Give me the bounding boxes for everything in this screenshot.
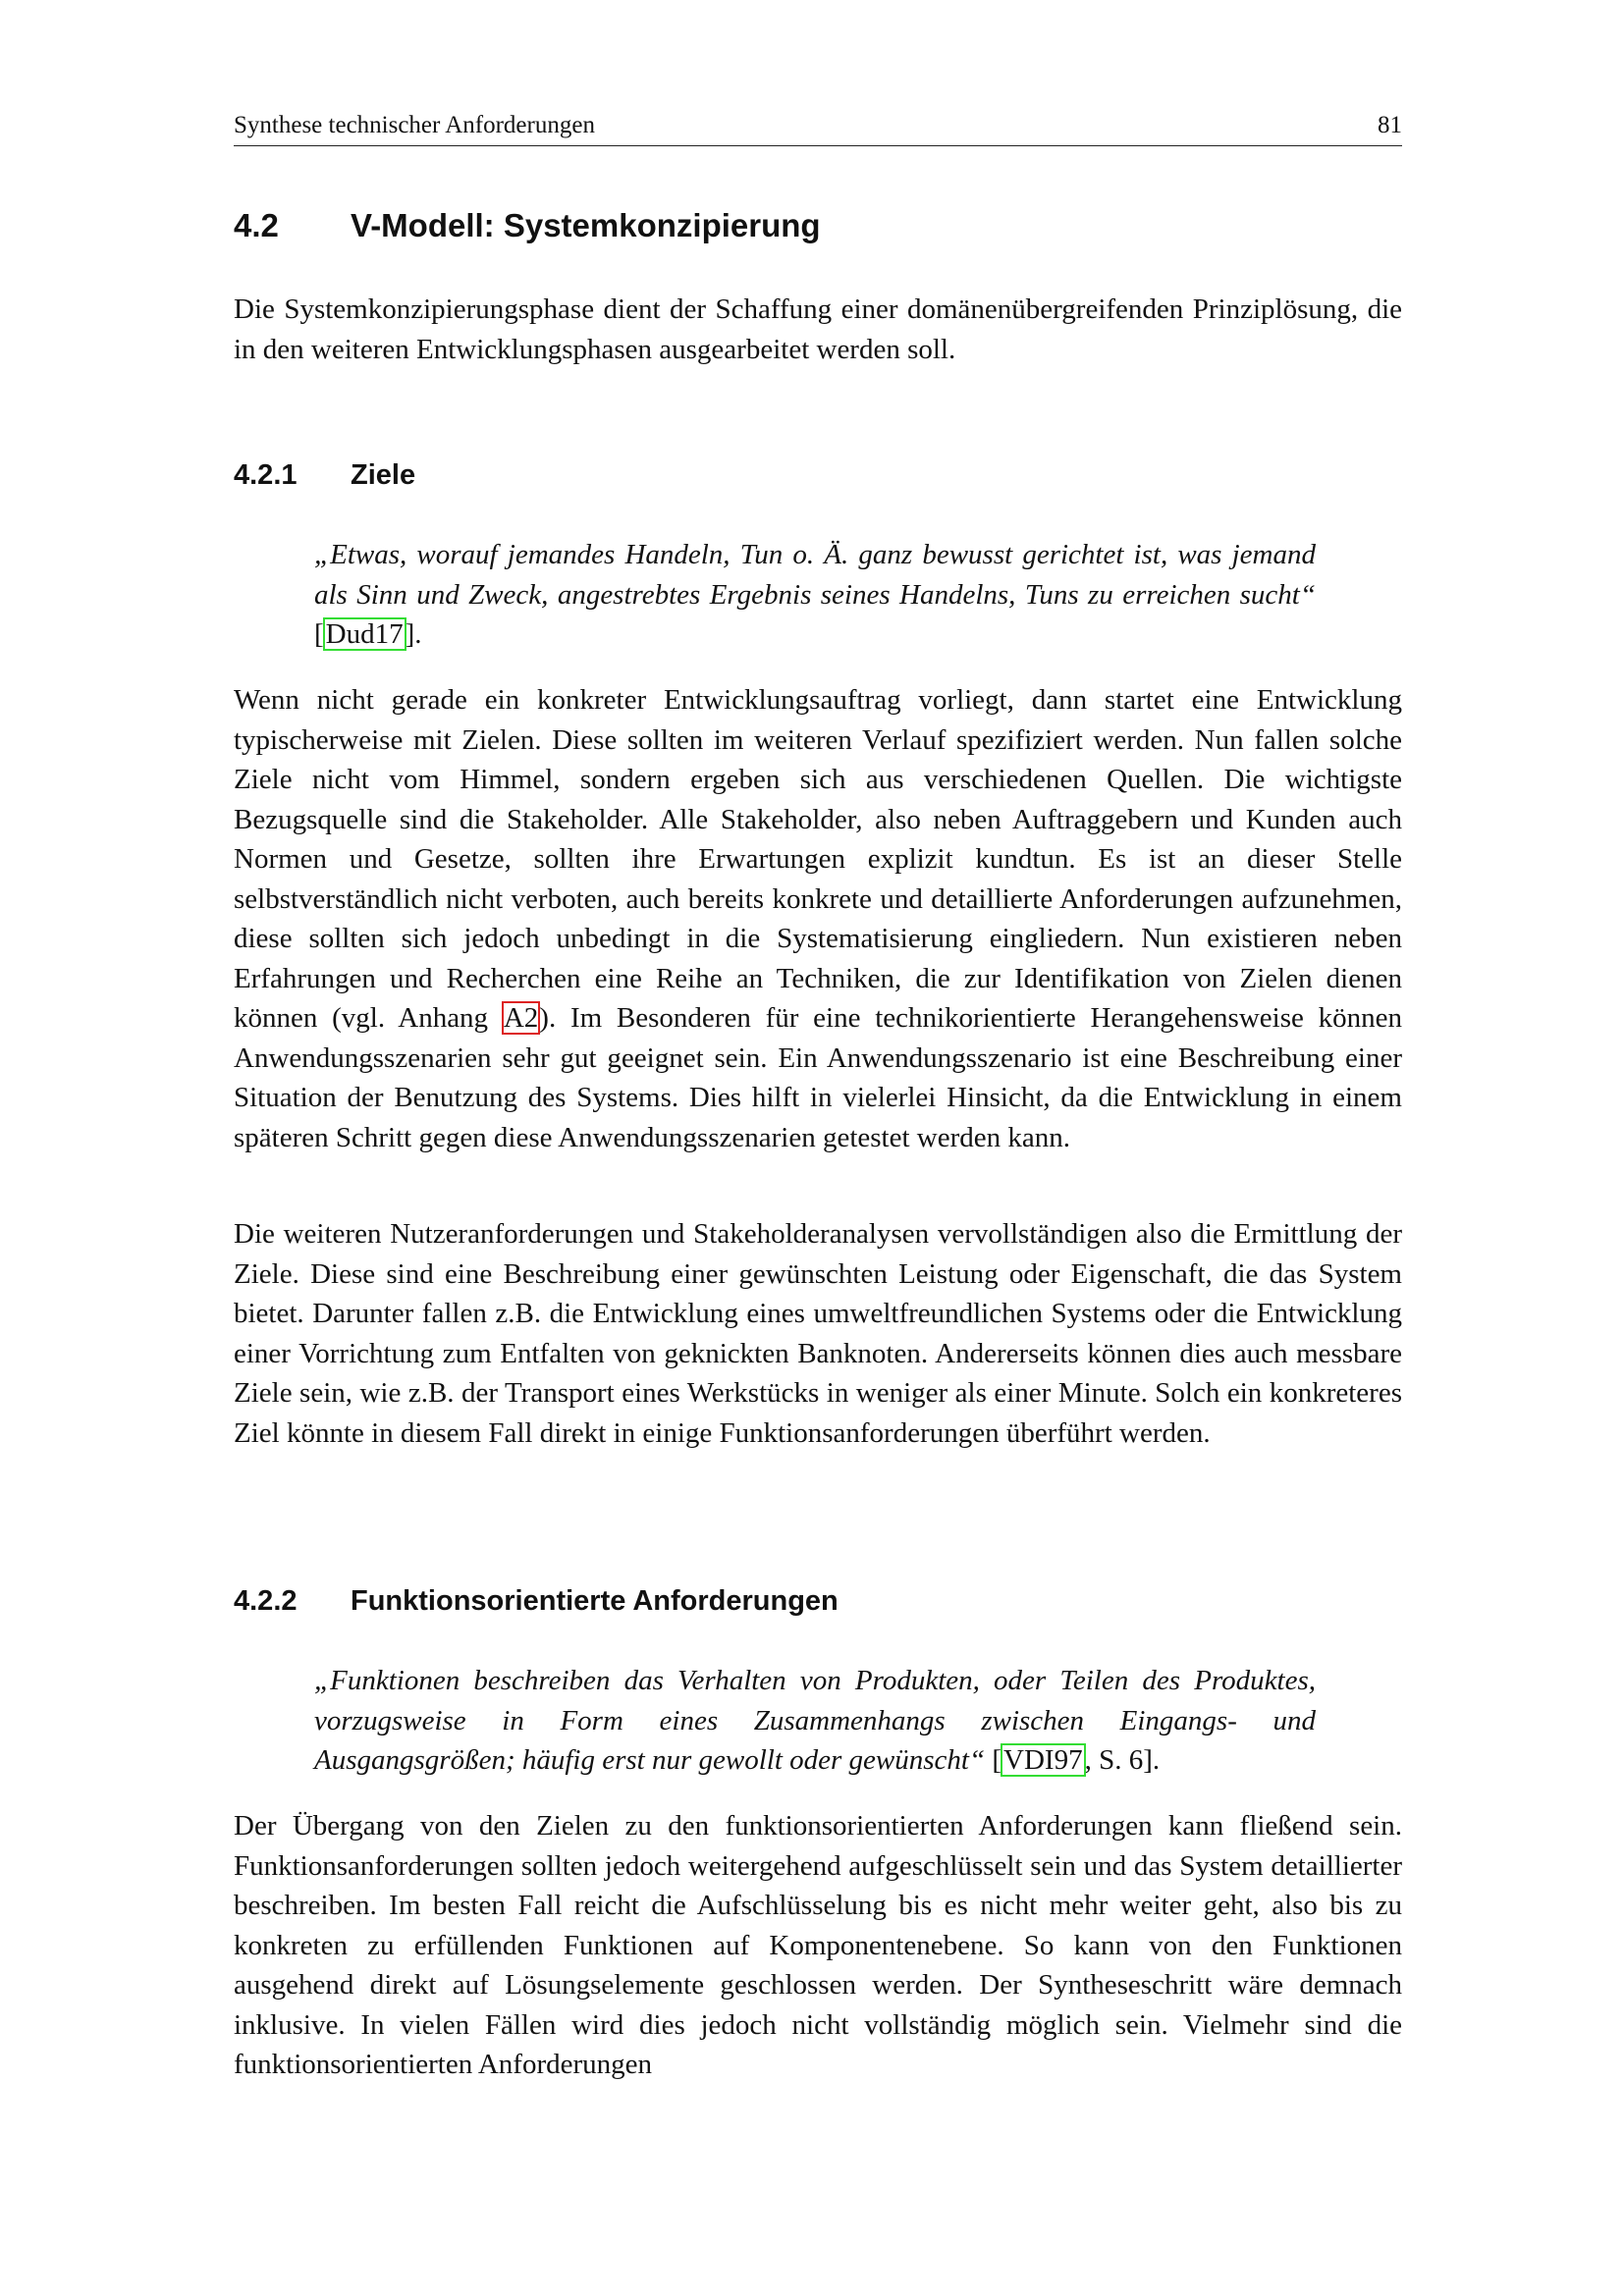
appendix-link-a2[interactable]: A2	[503, 1002, 539, 1034]
subsection-title: Ziele	[351, 459, 416, 491]
page-number: 81	[1378, 112, 1402, 138]
citation-link-vdi97[interactable]: VDI97	[1003, 1744, 1083, 1776]
header-rule	[234, 145, 1402, 146]
citation-page-suffix: , S. 6].	[1084, 1744, 1161, 1776]
quote-text: „Funktionen beschreiben das Verhalten von Produkten, oder Teilen des Produktes, vorzugsweise in Form eines Zusammenhangs zwischen Eingangs- und Ausgangsgrößen; häufig erst nur gewollt oder gewünscht“	[314, 1665, 1316, 1776]
quote-text: „Etwas, worauf jemandes Handeln, Tun o. Ä. ganz bewusst gerichtet ist, was jemand als Sinn und Zweck, angestrebtes Ergebnis seines Handelns, Tuns zu erreichen sucht“	[314, 539, 1316, 611]
funktionen-paragraph-1: Der Übergang von den Zielen zu den funktionsorientierten Anforderungen kann fließend sein. Funktionsanforderungen sollten jedoch weitergehend aufgeschlüsselt sein und das System detaillierter beschreiben. Im besten Fall reicht die Aufschlüsselung bis es nicht mehr weiter geht, also bis zu konkreten zu erfüllenden Funktionen auf Komponentenebene. So kann von den Funktionen ausgehend direkt auf Lösungselemente geschlossen werden. Der Syntheseschritt wäre demnach inklusive. In vielen Fällen wird dies jedoch nicht vollständig möglich sein. Vielmehr sind die funktionsorientierten Anforderungen	[234, 1810, 1402, 2080]
ziele-paragraph-1	[234, 680, 1402, 1157]
running-header	[234, 110, 1402, 141]
definition-quote-ziele: „Etwas, worauf jemandes Handeln, Tun o. Ä. ganz bewusst gerichtet ist, was jemand als Sinn und Zweck, angestrebtes Ergebnis seines Handelns, Tuns zu erreichen sucht“ [Dud17].	[314, 539, 1316, 650]
subsection-title: Funktionsorientierte Anforderungen	[351, 1585, 839, 1617]
ziele-paragraph-1-continuation: ). Im Besonderen für eine technikorientierte Herangehensweise können Anwendungsszenarien sehr gut geeignet sein. Ein Anwendungsszenario ist eine Beschreibung einer Situation der Benutzung des Systems. Dies hilft in vielerlei Hinsicht, da die Entwicklung in einem späteren Schritt gegen diese Anwendungsszenarien getestet werden kann.	[234, 1002, 1402, 1153]
subsection-number: 4.2.2	[234, 1585, 298, 1617]
ziele-paragraph-2: Die weiteren Nutzeranforderungen und Stakeholderanalysen vervollständigen also die Ermittlung der Ziele. Diese sind eine Beschreibung einer gewünschten Leistung oder Eigenschaft, die das System bietet. Darunter fallen z.B. die Entwicklung eines umweltfreundlichen Systems oder die Entwicklung einer Vorrichtung zum Entfalten von geknickten Banknoten. Andererseits können dies auch messbare Ziele sein, wie z.B. der Transport eines Werkstücks in weniger als einer Minute. Solch ein konkreteres Ziel könnte in diesem Fall direkt in einige Funktionsanforderungen überführt werden.	[234, 1218, 1402, 1449]
section-heading	[234, 206, 821, 245]
subsection-number: 4.2.1	[234, 459, 298, 491]
running-title: Synthese technischer Anforderungen	[234, 112, 595, 138]
citation-link-dud17[interactable]: Dud17	[325, 618, 404, 650]
subsection-heading-funktionsorientierte-anforderungen	[234, 1583, 839, 1619]
subsection-heading-ziele	[234, 457, 415, 493]
section-intro-paragraph: Die Systemkonzipierungsphase dient der Schaffung einer domänenübergreifenden Prinziplösung, die in den weiteren Entwicklungsphasen ausgearbeitet werden soll.	[234, 294, 1402, 365]
ziele-paragraph-1-text: Wenn nicht gerade ein konkreter Entwicklungsauftrag vorliegt, dann startet eine Entwicklung typischerweise mit Zielen. Diese sollten im weiteren Verlauf spezifiziert werden. Nun fallen solche Ziele nicht vom Himmel, sondern ergeben sich aus verschiedenen Quellen. Die wichtigste Bezugsquelle sind die Stakeholder. Alle Stakeholder, also neben Auftraggebern und Kunden auch Normen und Gesetze, sollten ihre Erwartungen explizit kundtun. Es ist an dieser Stelle selbstverständlich nicht verboten, auch bereits konkrete und detaillierte Anforderungen aufzunehmen, diese sollten sich jedoch unbedingt in die Systematisierung eingliedern. Nun existieren neben Erfahrungen und Recherchen eine Reihe an Techniken, die zur Identifikation von Zielen dienen können (vgl. Anhang	[234, 684, 1402, 1034]
definition-quote-funktionen: „Funktionen beschreiben das Verhalten von Produkten, oder Teilen des Produktes, vorzugsweise in Form eines Zusammenhangs zwischen Eingangs- und Ausgangsgrößen; häufig erst nur gewollt oder gewünscht“ [VDI97, S. 6].	[314, 1665, 1316, 1776]
section-number: 4.2	[234, 207, 279, 243]
section-title: V-Modell: Systemkonzipierung	[351, 207, 821, 243]
